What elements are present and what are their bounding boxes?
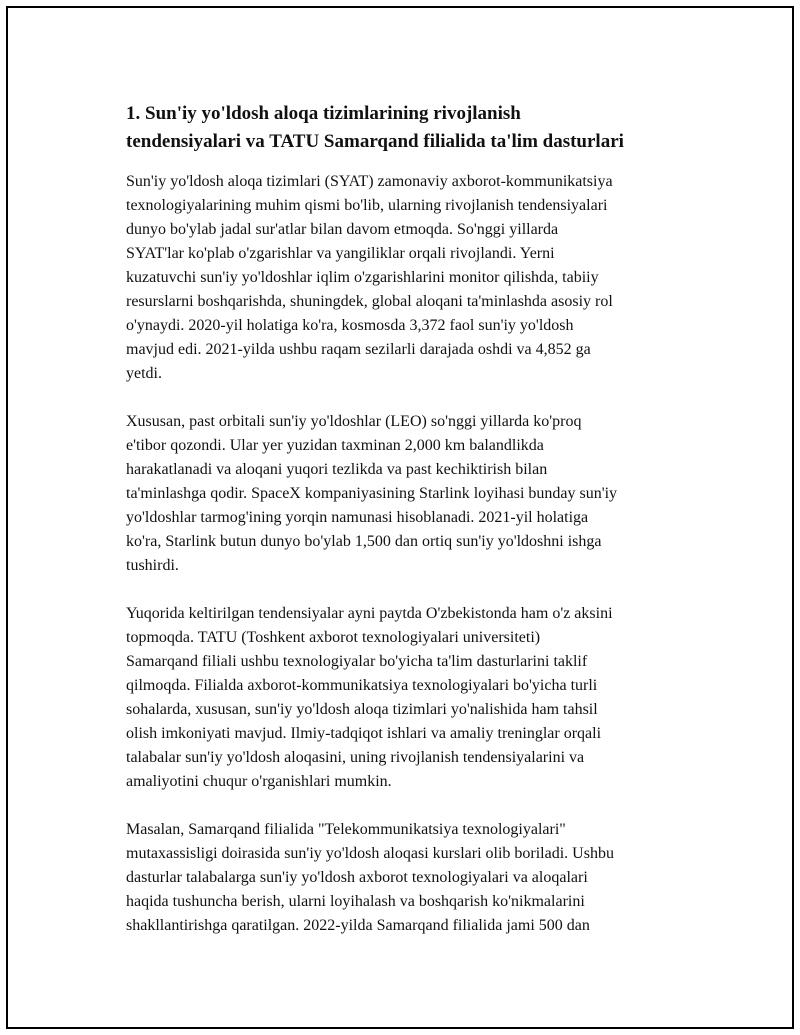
text-line: e'tibor qozondi. Ular yer yuzidan taxminan 2,000 km balandlikda: [126, 437, 544, 454]
text-line: Masalan, Samarqand filialida "Telekommunikatsiya texnologiyalari": [126, 821, 566, 838]
text-line: ko'ra, Starlink butun dunyo bo'ylab 1,500 dan ortiq sun'iy yo'ldoshni ishga: [126, 533, 602, 550]
page-frame: [6, 6, 794, 1029]
text-line: dunyo bo'ylab jadal sur'atlar bilan davom etmoqda. So'nggi yillarda: [126, 221, 559, 238]
text-line: Xususan, past orbitali sun'iy yo'ldoshlar (LEO) so'nggi yillarda ko'proq: [126, 413, 582, 430]
text-line: ta'minlashga qodir. SpaceX kompaniyasining Starlink loyihasi bunday sun'iy: [126, 485, 618, 502]
text-line: sohalarda, xususan, sun'iy yo'ldosh aloqa tizimlari yo'nalishida ham tahsil: [126, 701, 598, 718]
text-line: Sun'iy yo'ldosh aloqa tizimlari (SYAT) zamonaviy axborot-kommunikatsiya: [126, 173, 613, 190]
text-line: yo'ldoshlar tarmog'ining yorqin namunasi hisoblanadi. 2021-yil holatiga: [126, 509, 589, 526]
title-line: tendensiyalari va TATU Samarqand filialida ta'lim dasturlari: [126, 131, 624, 152]
text-line: yetdi.: [126, 365, 162, 382]
text-line: o'ynaydi. 2020-yil holatiga ko'ra, kosmosda 3,372 faol sun'iy yo'ldosh: [126, 317, 574, 334]
paragraph-2: [126, 410, 692, 578]
text-line: shakllantirishga qaratilgan. 2022-yilda Samarqand filialida jami 500 dan: [126, 917, 590, 934]
text-line: Yuqorida keltirilgan tendensiyalar ayni paytda O'zbekistonda ham o'z aksini: [126, 605, 613, 622]
text-line: resurslarni boshqarishda, shuningdek, global aloqani ta'minlashda asosiy rol: [126, 293, 613, 310]
text-line: amaliyotini chuqur o'rganishlari mumkin.: [126, 773, 392, 790]
document-body: [126, 100, 692, 962]
section-title: [126, 100, 692, 156]
paragraph-1: [126, 170, 692, 386]
text-line: kuzatuvchi sun'iy yo'ldoshlar iqlim o'zgarishlarini monitor qilishda, tabiiy: [126, 269, 599, 286]
text-line: qilmoqda. Filialda axborot-kommunikatsiya texnologiyalari bo'yicha turli: [126, 677, 598, 694]
text-line: topmoqda. TATU (Toshkent axborot texnologiyalari universiteti): [126, 629, 541, 646]
text-line: haqida tushuncha berish, ularni loyihalash va boshqarish ko'nikmalarini: [126, 893, 585, 910]
text-line: mutaxassisligi doirasida sun'iy yo'ldosh aloqasi kurslari olib boriladi. Ushbu: [126, 845, 614, 862]
paragraph-3: [126, 602, 692, 794]
text-line: SYAT'lar ko'plab o'zgarishlar va yangiliklar orqali rivojlandi. Yerni: [126, 245, 555, 262]
title-line: 1. Sun'iy yo'ldosh aloqa tizimlarining rivojlanish: [126, 103, 521, 124]
text-line: dasturlar talabalarga sun'iy yo'ldosh axborot texnologiyalari va aloqalari: [126, 869, 588, 886]
text-line: harakatlanadi va aloqani yuqori tezlikda va past kechiktirish bilan: [126, 461, 548, 478]
text-line: Samarqand filiali ushbu texnologiyalar bo'yicha ta'lim dasturlarini taklif: [126, 653, 588, 670]
text-line: tushirdi.: [126, 557, 179, 574]
text-line: olish imkoniyati mavjud. Ilmiy-tadqiqot ishlari va amaliy treninglar orqali: [126, 725, 602, 742]
text-line: mavjud edi. 2021-yilda ushbu raqam sezilarli darajada oshdi va 4,852 ga: [126, 341, 591, 358]
paragraph-4: [126, 818, 692, 938]
text-line: texnologiyalarining muhim qismi bo'lib, ularning rivojlanish tendensiyalari: [126, 197, 608, 214]
text-line: talabalar sun'iy yo'ldosh aloqasini, uning rivojlanish tendensiyalarini va: [126, 749, 585, 766]
